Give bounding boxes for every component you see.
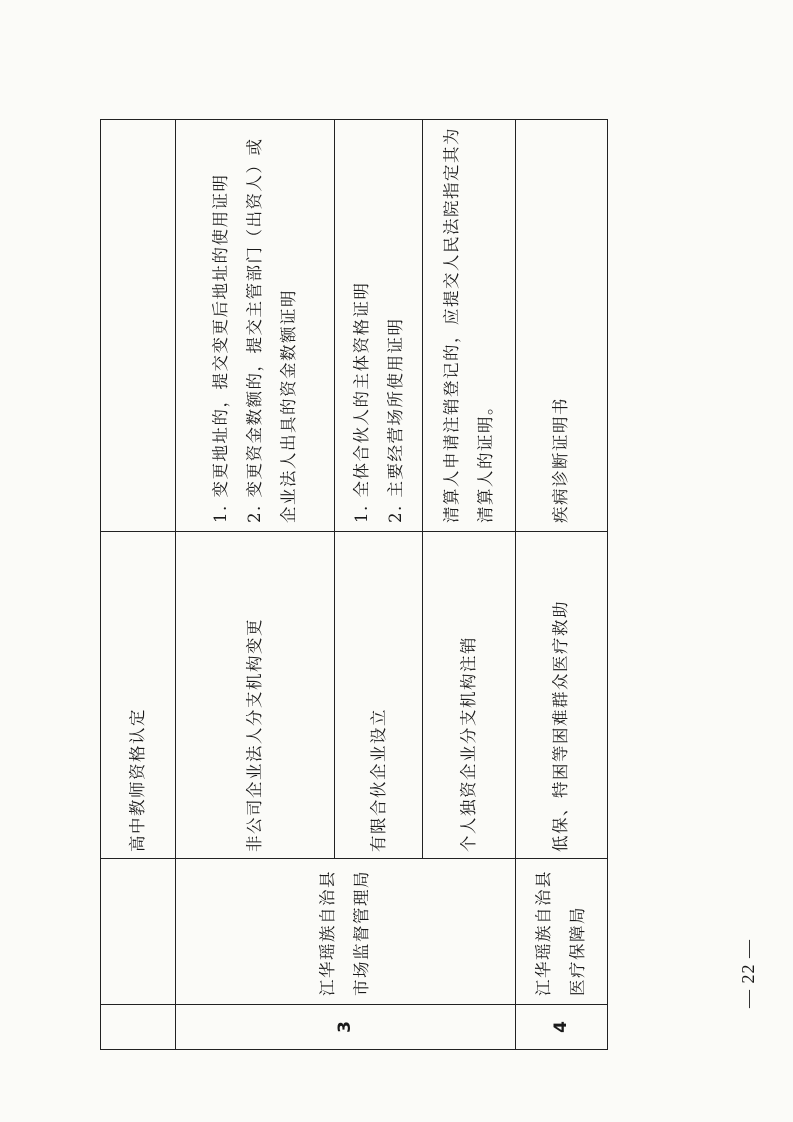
department-cell: 江华瑶族自治县医疗保障局: [515, 859, 607, 1005]
rotated-table-wrapper: [100, 120, 608, 1050]
item-cell: 有限合伙企业设立: [335, 532, 423, 859]
item-cell: 低保、特困等困难群众医疗救助: [515, 532, 607, 859]
department-cell: 江华瑶族自治县市场监督管理局: [176, 859, 515, 1005]
item-cell: 非公司企业法人分支机构变更: [176, 532, 335, 859]
item-cell: 个人独资企业分支机构注销: [423, 532, 515, 859]
materials-cell: [335, 120, 423, 532]
material-line: 1. 全体合伙人的主体资格证明: [351, 281, 371, 523]
item-cell: 高中教师资格认定: [101, 532, 176, 859]
material-line: 2. 主要经营场所使用证明: [385, 317, 405, 523]
materials-cell: [515, 120, 607, 532]
department-cell: [101, 859, 176, 1005]
material-line: 2. 变更资金数额的，提交主管部门（出资人）或企业法人出具的资金数额证明: [245, 137, 299, 523]
page-number: — 22 —: [738, 939, 758, 1008]
materials-cell: [101, 120, 176, 532]
material-line: 疾病诊断证明书: [551, 397, 571, 523]
material-line: 清算人申请注销登记的，应提交人民法院指定其为清算人的证明。: [441, 127, 495, 523]
row-number: 3: [176, 1005, 515, 1050]
table-row: [515, 120, 607, 1050]
materials-table: [100, 119, 608, 1050]
table-row: [176, 120, 335, 1050]
materials-cell: [176, 120, 335, 532]
row-number: 4: [515, 1005, 607, 1050]
row-number: [101, 1005, 176, 1050]
materials-cell: [423, 120, 515, 532]
material-line: 1. 变更地址的，提交变更后地址的使用证明: [211, 173, 231, 523]
table-row: [101, 120, 176, 1050]
